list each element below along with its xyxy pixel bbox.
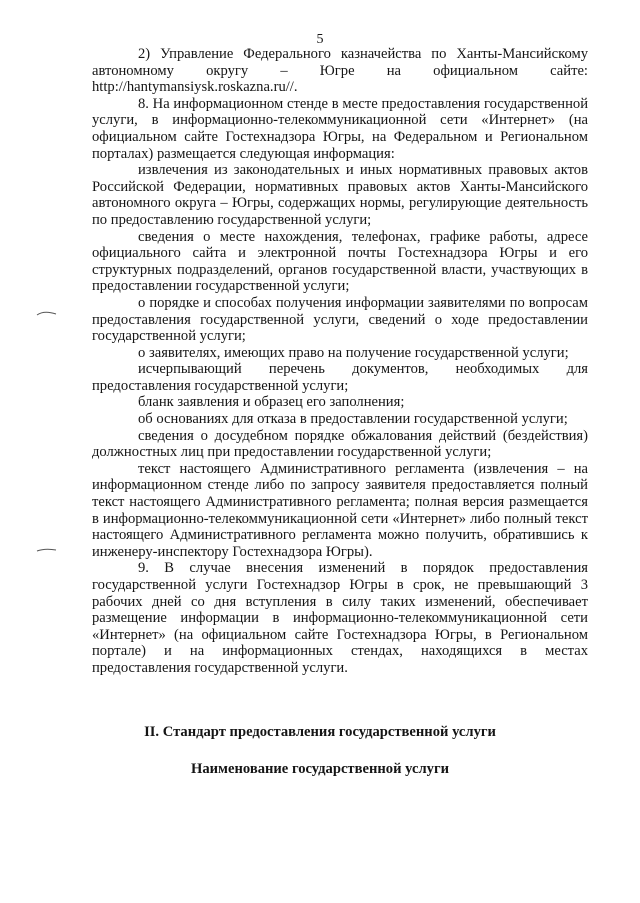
scan-margin-mark xyxy=(36,546,58,554)
paragraph-item-9: 9. В случае внесения изменений в порядок предоставления государственной услуги Гостехнадзор Югры в срок, не превышающий 3 рабочих дней со дня вступления в силу таких изменений, обеспечивает размещение информации в информационно-телекоммуникационной сети «Интернет» (на официальном сайте Гостехнадзора Югры, в Региональном портале) и на информационных стендах, находящихся в местах предоставления государственной услуги. xyxy=(92,560,588,676)
paragraph-appeal-procedure: сведения о досудебном порядке обжалования действий (бездействия) должностных лиц при предоставлении государственной услуги; xyxy=(92,427,588,461)
page-number: 5 xyxy=(316,32,324,47)
paragraph-item-8: 8. На информационном стенде в месте предоставления государственной услуги, в информационно-телекоммуникационной сети «Интернет» (на официальном сайте Гостехнадзора Югры, на Федеральном и Региональном порталах) размещается следующая информация: xyxy=(92,95,588,162)
paragraph-documents-list: исчерпывающий перечень документов, необходимых для предоставления государственной услуги; xyxy=(92,361,588,394)
paragraph-regulation-text: текст настоящего Административного регламента (извлечения – на информационном стенде либо по запросу заявителя предоставляется полный текст настоящего Административного регламента; полная версия размещается в информационно-телекоммуникационной сети «Интернет» либо полный текст настоящего Административного регламента можно получить, обратившись к инженеру-инспектору Гостехнадзора Югры). xyxy=(92,460,588,560)
paragraph-legal-excerpts: извлечения из законодательных и иных нормативных правовых актов Российской Федерации, нормативных правовых актов Ханты-Мансийского автономного округа – Югры, содержащих нормы, регулирующие деятельность по предоставлению государственной услуги; xyxy=(92,162,588,228)
body-text xyxy=(92,46,588,677)
paragraph-location-info: сведения о месте нахождения, телефонах, графике работы, адресе официального сайта и электронной почты Гостехнадзора Югры и его структурных подразделений, органов государственной власти, участвующих в предоставлении государственной услуги; xyxy=(92,228,588,295)
section-heading: II. Стандарт предоставления государственной услуги xyxy=(144,724,496,740)
paragraph-applicants: о заявителях, имеющих право на получение государственной услуги; xyxy=(138,344,569,361)
paragraph-refusal-grounds: об основаниях для отказа в предоставлении государственной услуги; xyxy=(138,411,568,428)
subsection-heading: Наименование государственной услуги xyxy=(191,761,449,777)
paragraph-procedure-info: о порядке и способах получения информации заявителями по вопросам предоставления государственной услуги, сведений о ходе предоставлении государственной услуги; xyxy=(92,294,588,345)
paragraph-application-form: бланк заявления и образец его заполнения; xyxy=(138,394,405,411)
scan-margin-mark xyxy=(36,309,58,317)
paragraph-treasury-site: 2) Управление Федерального казначейства по Ханты-Мансийскому автономному округу – Югре на официальном сайте: http://hantymansiysk.roskazna.ru//. xyxy=(92,46,588,96)
